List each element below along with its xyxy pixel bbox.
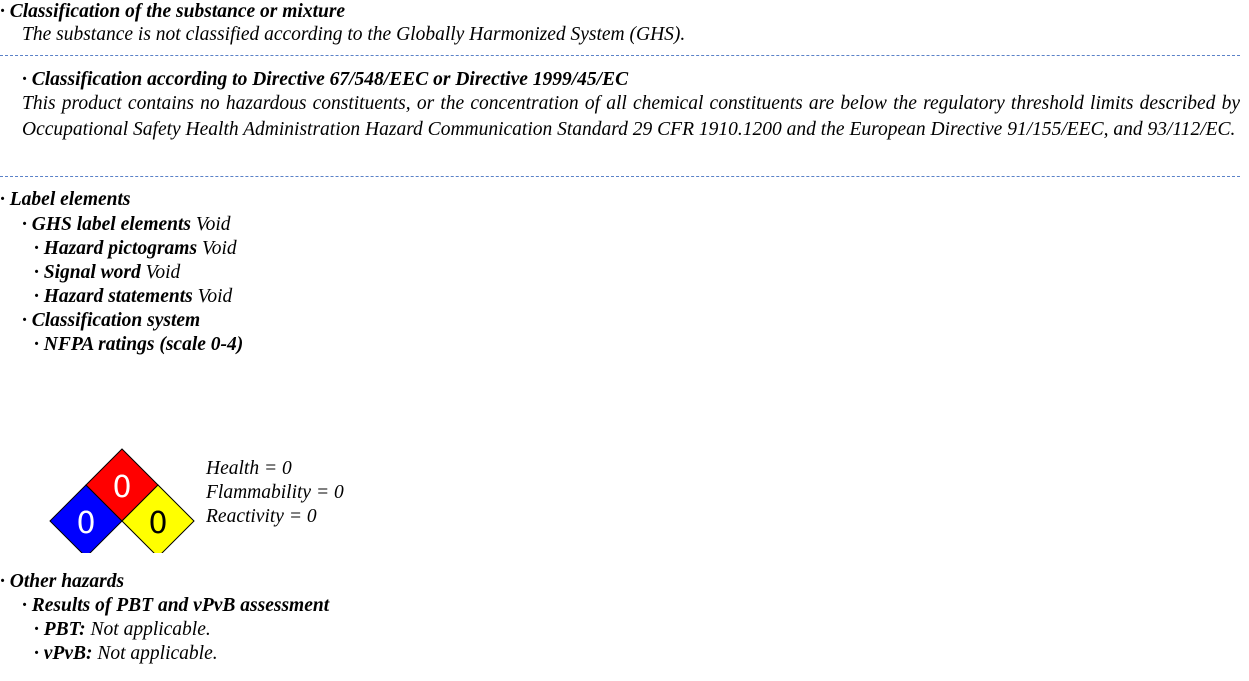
signal-word-row (34, 261, 180, 285)
vpvb-label: · vPvB: (34, 643, 93, 664)
hazard-statements-label: · Hazard statements (34, 286, 193, 307)
directive-heading: · Classification according to Directive 67/548/EEC or Directive 1999/45/EC (22, 69, 629, 90)
vpvb-row (34, 642, 218, 666)
pbt-assessment-heading: · Results of PBT and vPvB assessment (22, 595, 330, 616)
signal-word-label: · Signal word (34, 262, 141, 283)
ghs-label-elements-row (22, 213, 231, 237)
hazard-statements-value: Void (197, 286, 233, 307)
pbt-label: · PBT: (34, 619, 86, 640)
section-divider (0, 176, 1240, 177)
nfpa-reactivity-value: 0 (148, 506, 168, 541)
classification-system-heading: · Classification system (22, 310, 201, 331)
nfpa-flammability-text: Flammability = 0 (206, 482, 344, 503)
directive-text: This product contains no hazardous constituents, or the concentration of all chemical constituents are below the regulatory threshold limits described by Occupational Safety Health Administration Hazard Communication Standard 29 CFR 1910.1200 and the European Directive 91/155/EEC, and 93/112/EC. (22, 93, 1240, 140)
section-divider (0, 55, 1240, 56)
hazard-pictograms-row (34, 237, 237, 261)
hazard-statements-row (34, 285, 232, 309)
ghs-value: Void (195, 214, 231, 235)
classification-text: The substance is not classified according to the Globally Harmonized System (GHS). (22, 24, 686, 45)
nfpa-ratings-heading: · NFPA ratings (scale 0-4) (34, 334, 244, 355)
nfpa-reactivity-text: Reactivity = 0 (206, 506, 317, 527)
signal-word-value: Void (145, 262, 181, 283)
vpvb-value: Not applicable. (97, 643, 218, 664)
nfpa-health-text: Health = 0 (206, 458, 292, 479)
hazard-pictograms-value: Void (201, 238, 237, 259)
label-elements-heading: · Label elements (0, 189, 131, 210)
nfpa-health-value: 0 (76, 506, 96, 541)
nfpa-flammability-value: 0 (112, 470, 132, 505)
classification-heading: · Classification of the substance or mixture (0, 1, 346, 22)
ghs-label: · GHS label elements (22, 214, 191, 235)
nfpa-diamond (44, 433, 212, 553)
hazard-pictograms-label: · Hazard pictograms (34, 238, 198, 259)
pbt-value: Not applicable. (90, 619, 211, 640)
pbt-row (34, 618, 211, 642)
other-hazards-heading: · Other hazards (0, 571, 125, 592)
